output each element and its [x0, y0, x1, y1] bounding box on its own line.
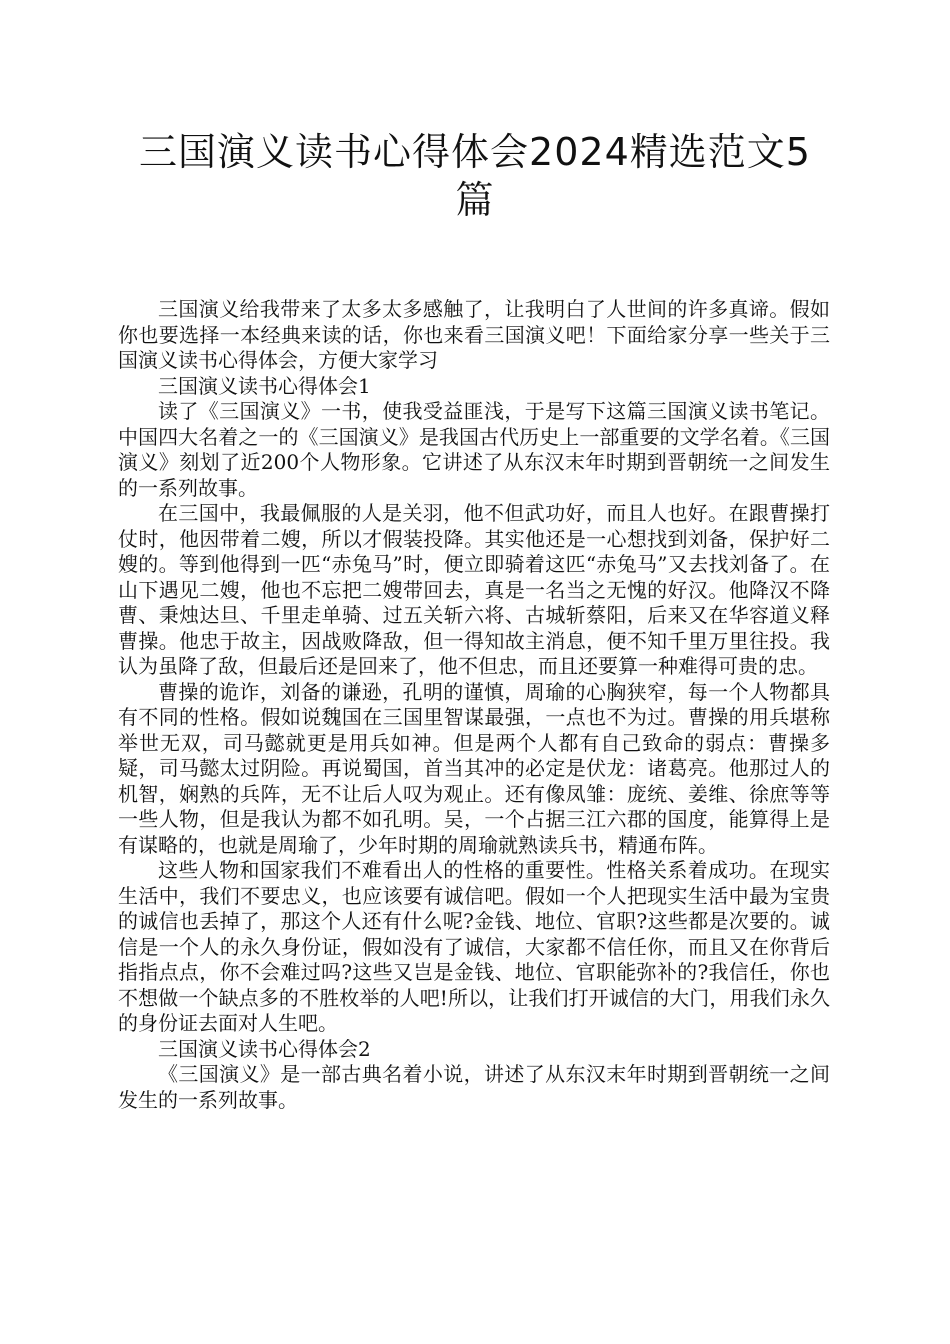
body-paragraph: 读了《三国演义》一书，使我受益匪浅，于是写下这篇三国演义读书笔记。中国四大名着之一的《三国演义》是我国古代历史上一部重要的文学名着。《三国演义》刻划了近200个人物形象。它讲述了从东汉末年时期到晋朝统一之间发生的一系列故事。: [118, 399, 830, 500]
section-heading-2: 三国演义读书心得体会2: [158, 1036, 371, 1061]
intro-paragraph: 三国演义给我带来了太多太多感触了，让我明白了人世间的许多真谛。假如你也要选择一本经典来读的话，你也来看三国演义吧！下面给家分享一些关于三国演义读书心得体会，方便大家学习: [118, 297, 830, 372]
body-paragraph: 《三国演义》是一部古典名着小说，讲述了从东汉末年时期到晋朝统一之间发生的一系列故事。: [118, 1062, 830, 1112]
document-title: 三国演义读书心得体会2024精选范文5篇: [139, 130, 811, 222]
document-body: [118, 297, 830, 1113]
body-paragraph: 在三国中，我最佩服的人是关羽，他不但武功好，而且人也好。在跟曹操打仗时，他因带着二嫂，所以才假装投降。其实他还是一心想找到刘备，保护好二嫂的。等到他得到一匹“赤兔马”时，便立即骑着这匹“赤兔马”又去找刘备了。在山下遇见二嫂，他也不忘把二嫂带回去，真是一名当之无愧的好汉。他降汉不降曹、秉烛达旦、千里走单骑、过五关斩六将、古城斩蔡阳，后来又在华容道义释曹操。他忠于故主，因战败降敌，但一得知故主消息，便不知千里万里往投。我认为虽降了敌，但最后还是回来了，他不但忠，而且还要算一种难得可贵的忠。: [118, 501, 830, 678]
body-paragraph: 这些人物和国家我们不难看出人的性格的重要性。性格关系着成功。在现实生活中，我们不要忠义，也应该要有诚信吧。假如一个人把现实生活中最为宝贵的诚信也丢掉了，那这个人还有什么呢?金钱、地位、官职?这些都是次要的。诚信是一个人的永久身份证，假如没有了诚信，大家都不信任你，而且又在你背后指指点点，你不会难过吗?这些又岂是金钱、地位、官职能弥补的?我信任，你也不想做一个缺点多的不胜枚举的人吧!所以，让我们打开诚信的大门，用我们永久的身份证去面对人生吧。: [118, 858, 830, 1035]
section-heading-1: 三国演义读书心得体会1: [158, 373, 371, 398]
body-paragraph: 曹操的诡诈，刘备的谦逊，孔明的谨慎，周瑜的心胸狭窄，每一个人物都具有不同的性格。假如说魏国在三国里智谋最强，一点也不为过。曹操的用兵堪称举世无双，司马懿就更是用兵如神。但是两个人都有自己致命的弱点：曹操多疑，司马懿太过阴险。再说蜀国，首当其冲的必定是伏龙：诸葛亮。他那过人的机智，娴熟的兵阵，无不让后人叹为观止。还有像凤雏：庞统、姜维、徐庶等等一些人物，但是我认为都不如孔明。吴，一个占据三江六郡的国度，能算得上是有谋略的，也就是周瑜了，少年时期的周瑜就熟读兵书，精通布阵。: [118, 679, 830, 857]
